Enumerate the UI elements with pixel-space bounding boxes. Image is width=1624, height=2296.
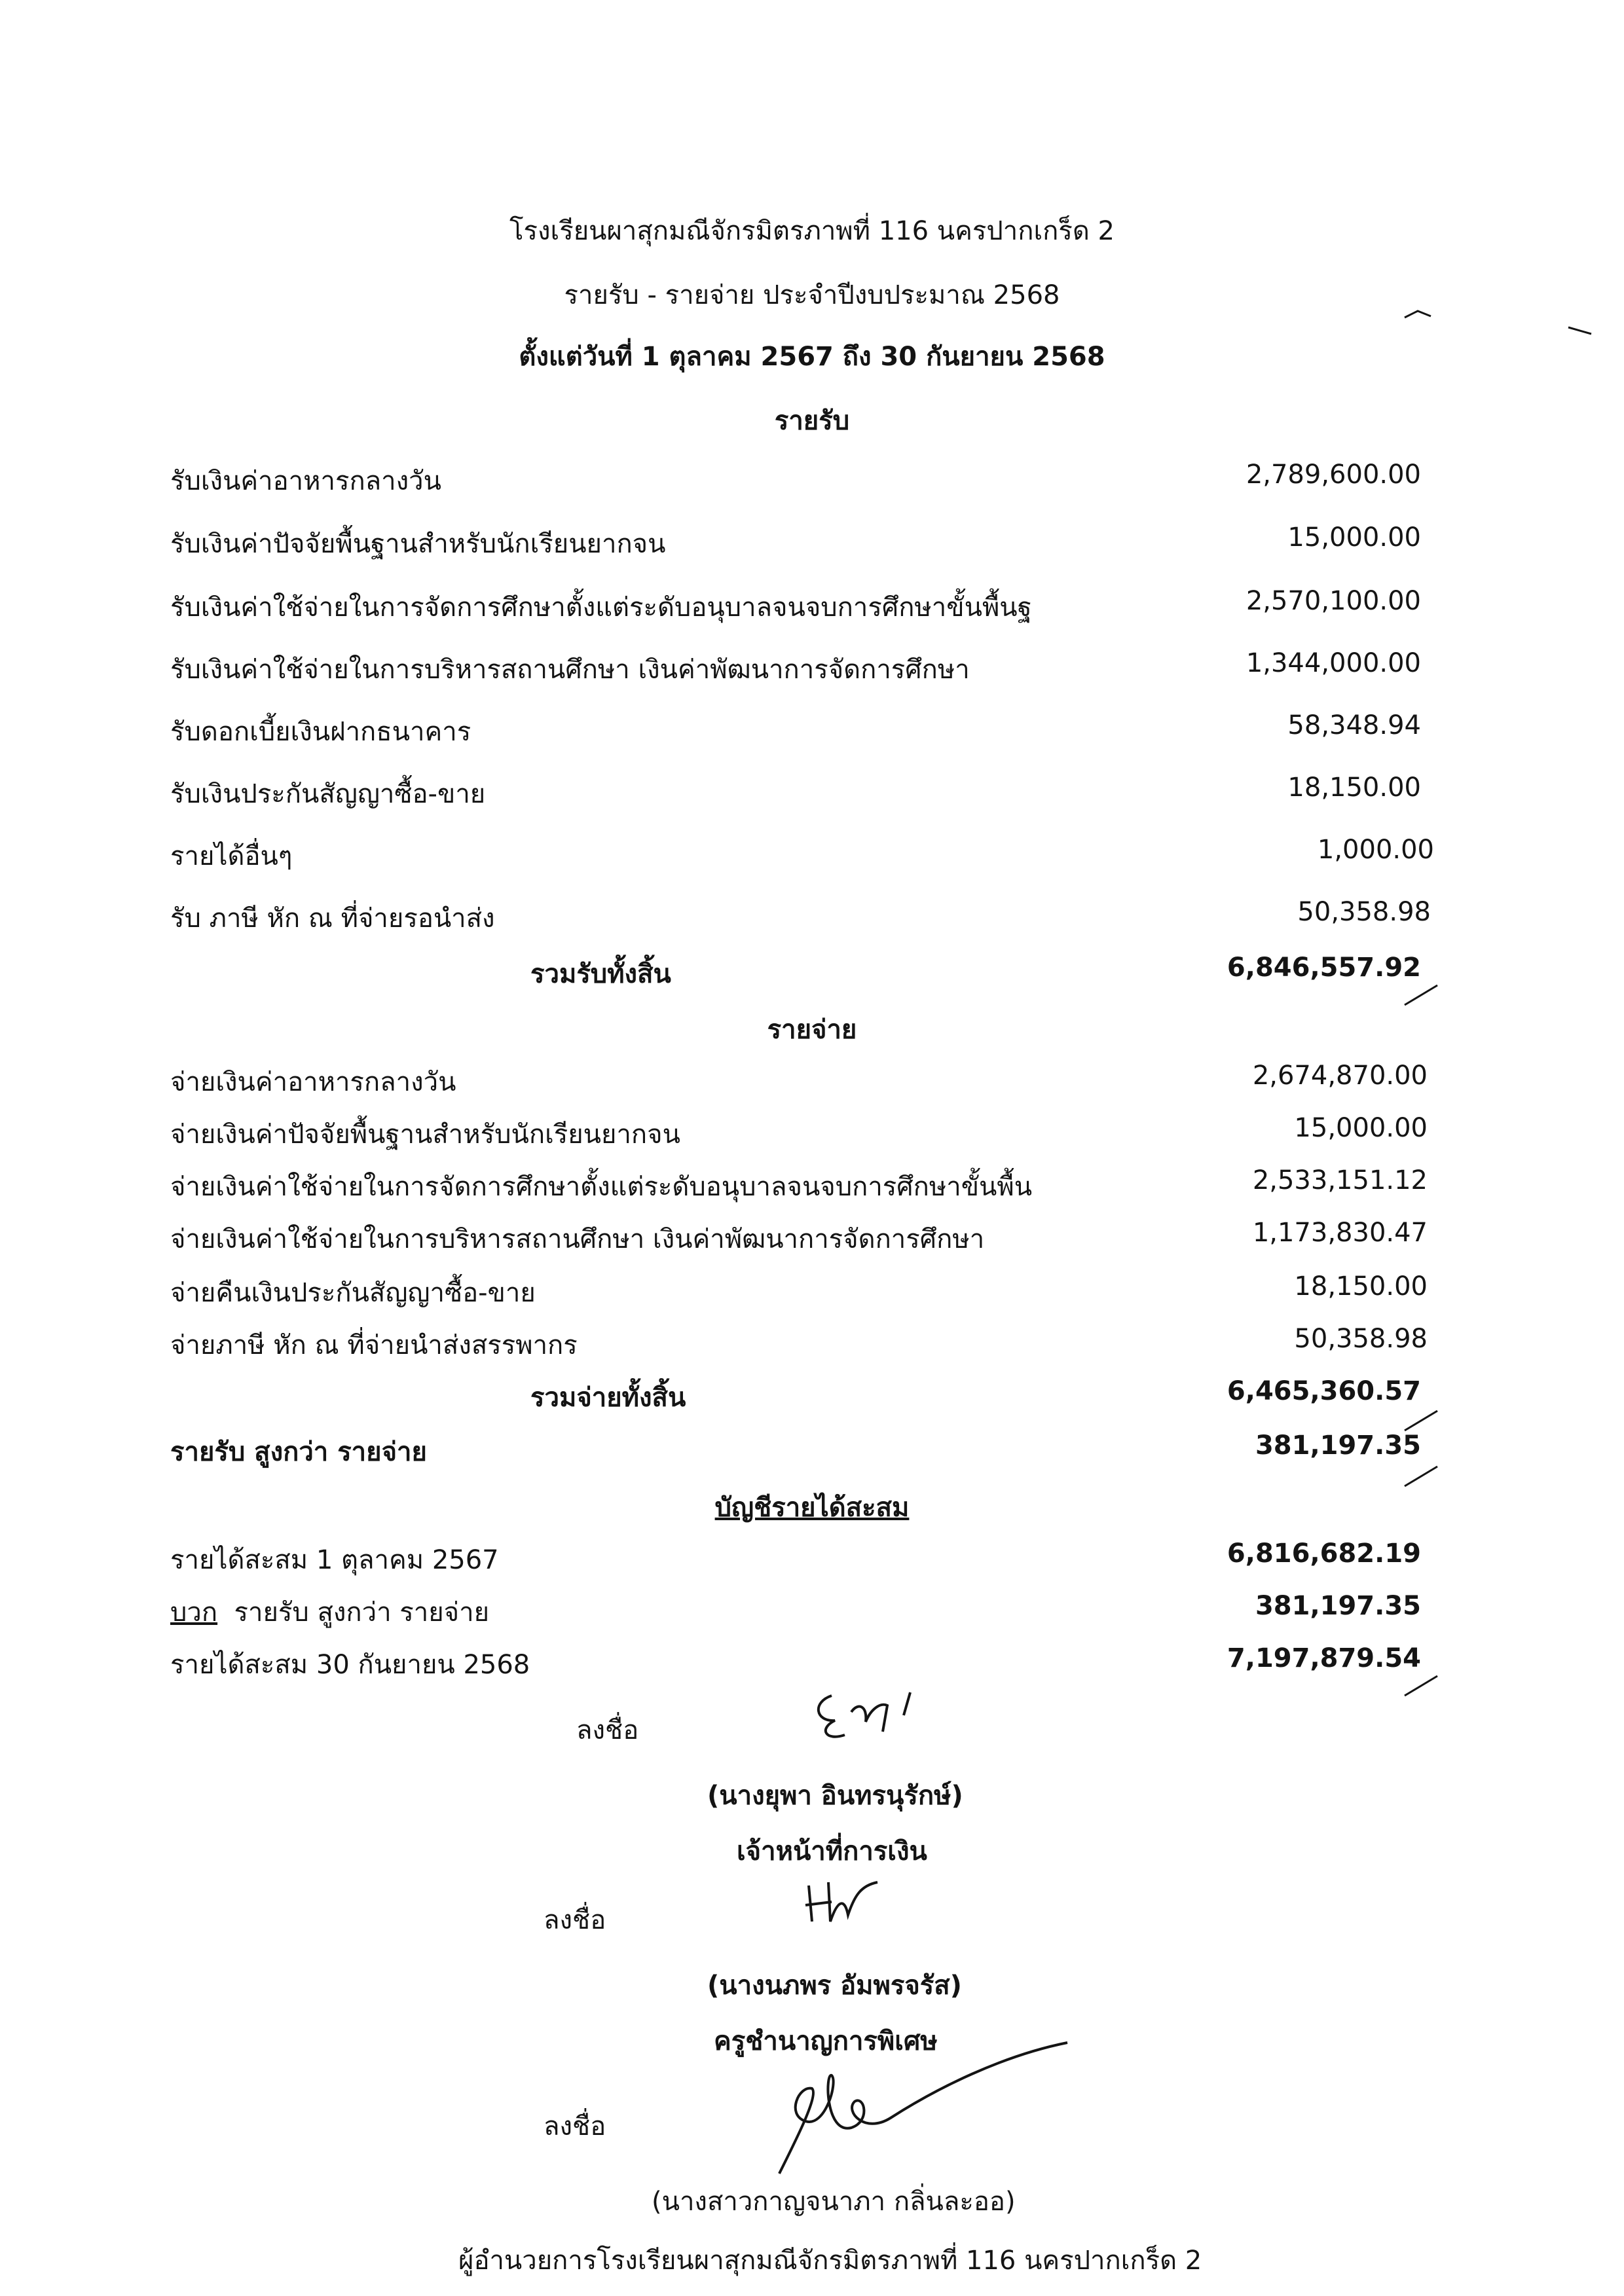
expense-item-label: จ่ายคืนเงินประกันสัญญาซื้อ-ขาย <box>170 1278 536 1308</box>
income-item-label: รับเงินค่าปัจจัยพื้นฐานสำหรับนักเรียนยากจน <box>170 529 666 559</box>
income-item-label: รับดอกเบี้ยเงินฝากธนาคาร <box>170 717 471 747</box>
income-item-amount: 50,358.98 <box>1297 897 1431 927</box>
tick-mark <box>1401 1673 1441 1699</box>
accumulated-closing-amount: 7,197,879.54 <box>1227 1643 1421 1673</box>
income-total-amount: 6,846,557.92 <box>1227 953 1421 983</box>
income-item-label: รับเงินค่าอาหารกลางวัน <box>170 466 441 496</box>
income-total-label: รวมรับทั้งสิ้น <box>530 959 671 989</box>
signature-1-mark <box>805 1676 936 1748</box>
scan-mark <box>1565 321 1598 340</box>
accumulated-add-row <box>170 1591 489 1633</box>
expense-item-label: จ่ายเงินค่าอาหารกลางวัน <box>170 1067 456 1097</box>
expense-item-amount: 15,000.00 <box>1294 1113 1428 1143</box>
report-title: รายรับ - รายจ่าย ประจำปีงบประมาณ 2568 <box>564 280 1060 310</box>
sign-label: ลงชื่อ <box>544 2111 606 2141</box>
scan-mark <box>1401 304 1434 324</box>
accumulated-heading <box>0 1486 1624 1528</box>
add-prefix: บวก <box>170 1597 218 1628</box>
signature-3-mark <box>740 2036 1080 2187</box>
income-item-label: รับเงินประกันสัญญาซื้อ-ขาย <box>170 779 486 809</box>
signatory-position: ผู้อำนวยการโรงเรียนผาสุกมณีจักรมิตรภาพที่ 116 นครปากเกร็ด 2 <box>458 2246 1202 2276</box>
income-item-amount: 58,348.94 <box>1287 710 1421 740</box>
signatory-name: (นางยุพา อินทรนุรักษ์) <box>707 1781 963 1811</box>
add-label: รายรับ สูงกว่า รายจ่าย <box>217 1597 489 1628</box>
tick-mark <box>1401 1463 1441 1489</box>
income-heading: รายรับ <box>774 406 850 436</box>
income-item-amount: 2,789,600.00 <box>1246 460 1421 490</box>
expense-item-amount: 50,358.98 <box>1294 1324 1428 1354</box>
income-item-label: รับเงินค่าใช้จ่ายในการจัดการศึกษาตั้งแต่ระดับอนุบาลจนจบการศึกษาขั้นพื้นฐ <box>170 592 1032 623</box>
signatory-position: เจ้าหน้าที่การเงิน <box>737 1836 927 1867</box>
expense-heading: รายจ่าย <box>767 1015 857 1045</box>
sign-label: ลงชื่อ <box>576 1715 639 1745</box>
accumulated-closing-label: รายได้สะสม 30 กันยายน 2568 <box>170 1650 530 1680</box>
signature-2-mark <box>799 1872 891 1931</box>
income-item-label: รายได้อื่นๆ <box>170 841 293 871</box>
surplus-label: รายรับ สูงกว่า รายจ่าย <box>170 1437 427 1467</box>
tick-mark <box>1401 982 1441 1008</box>
surplus-amount: 381,197.35 <box>1255 1430 1421 1461</box>
sign-label: ลงชื่อ <box>544 1905 606 1935</box>
expense-item-label: จ่ายเงินค่าใช้จ่ายในการจัดการศึกษาตั้งแต่ระดับอนุบาลจนจบการศึกษาขั้นพื้น <box>170 1172 1033 1202</box>
income-item-amount: 1,344,000.00 <box>1246 648 1421 678</box>
signatory-position: ครูชำนาญการพิเศษ <box>714 2026 938 2056</box>
expense-item-label: จ่ายเงินค่าใช้จ่ายในการบริหารสถานศึกษา เงินค่าพัฒนาการจัดการศึกษา <box>170 1224 985 1254</box>
accumulated-add-amount: 381,197.35 <box>1255 1591 1421 1621</box>
income-item-label: รับ ภาษี หัก ณ ที่จ่ายรอนำส่ง <box>170 903 495 934</box>
expense-total-label: รวมจ่ายทั้งสิ้น <box>530 1383 686 1413</box>
expense-item-amount: 1,173,830.47 <box>1252 1218 1428 1248</box>
school-title: โรงเรียนผาสุกมณีจักรมิตรภาพที่ 116 นครปากเกร็ด 2 <box>509 216 1115 246</box>
expense-item-label: จ่ายภาษี หัก ณ ที่จ่ายนำส่งสรรพากร <box>170 1330 578 1360</box>
expense-item-amount: 18,150.00 <box>1294 1271 1428 1302</box>
income-item-amount: 18,150.00 <box>1287 773 1421 803</box>
expense-item-label: จ่ายเงินค่าปัจจัยพื้นฐานสำหรับนักเรียนยากจน <box>170 1120 680 1150</box>
expense-item-amount: 2,674,870.00 <box>1252 1061 1428 1091</box>
signatory-name: (นางสาวกาญจนาภา กลิ่นละออ) <box>652 2187 1016 2217</box>
accumulated-opening-label: รายได้สะสม 1 ตุลาคม 2567 <box>170 1545 499 1575</box>
income-item-label: รับเงินค่าใช้จ่ายในการบริหารสถานศึกษา เงินค่าพัฒนาการจัดการศึกษา <box>170 655 970 685</box>
tick-mark <box>1401 1408 1441 1434</box>
signatory-name: (นางนภพร อัมพรจรัส) <box>707 1971 962 2001</box>
accumulated-opening-amount: 6,816,682.19 <box>1227 1539 1421 1569</box>
income-item-amount: 2,570,100.00 <box>1246 586 1421 616</box>
accumulated-heading-text: บัญชีรายได้สะสม <box>714 1493 910 1523</box>
income-item-amount: 15,000.00 <box>1287 522 1421 553</box>
expense-item-amount: 2,533,151.12 <box>1252 1165 1428 1195</box>
report-period: ตั้งแต่วันที่ 1 ตุลาคม 2567 ถึง 30 กันยายน 2568 <box>519 342 1105 372</box>
income-item-amount: 1,000.00 <box>1317 835 1434 865</box>
expense-total-amount: 6,465,360.57 <box>1227 1376 1421 1406</box>
